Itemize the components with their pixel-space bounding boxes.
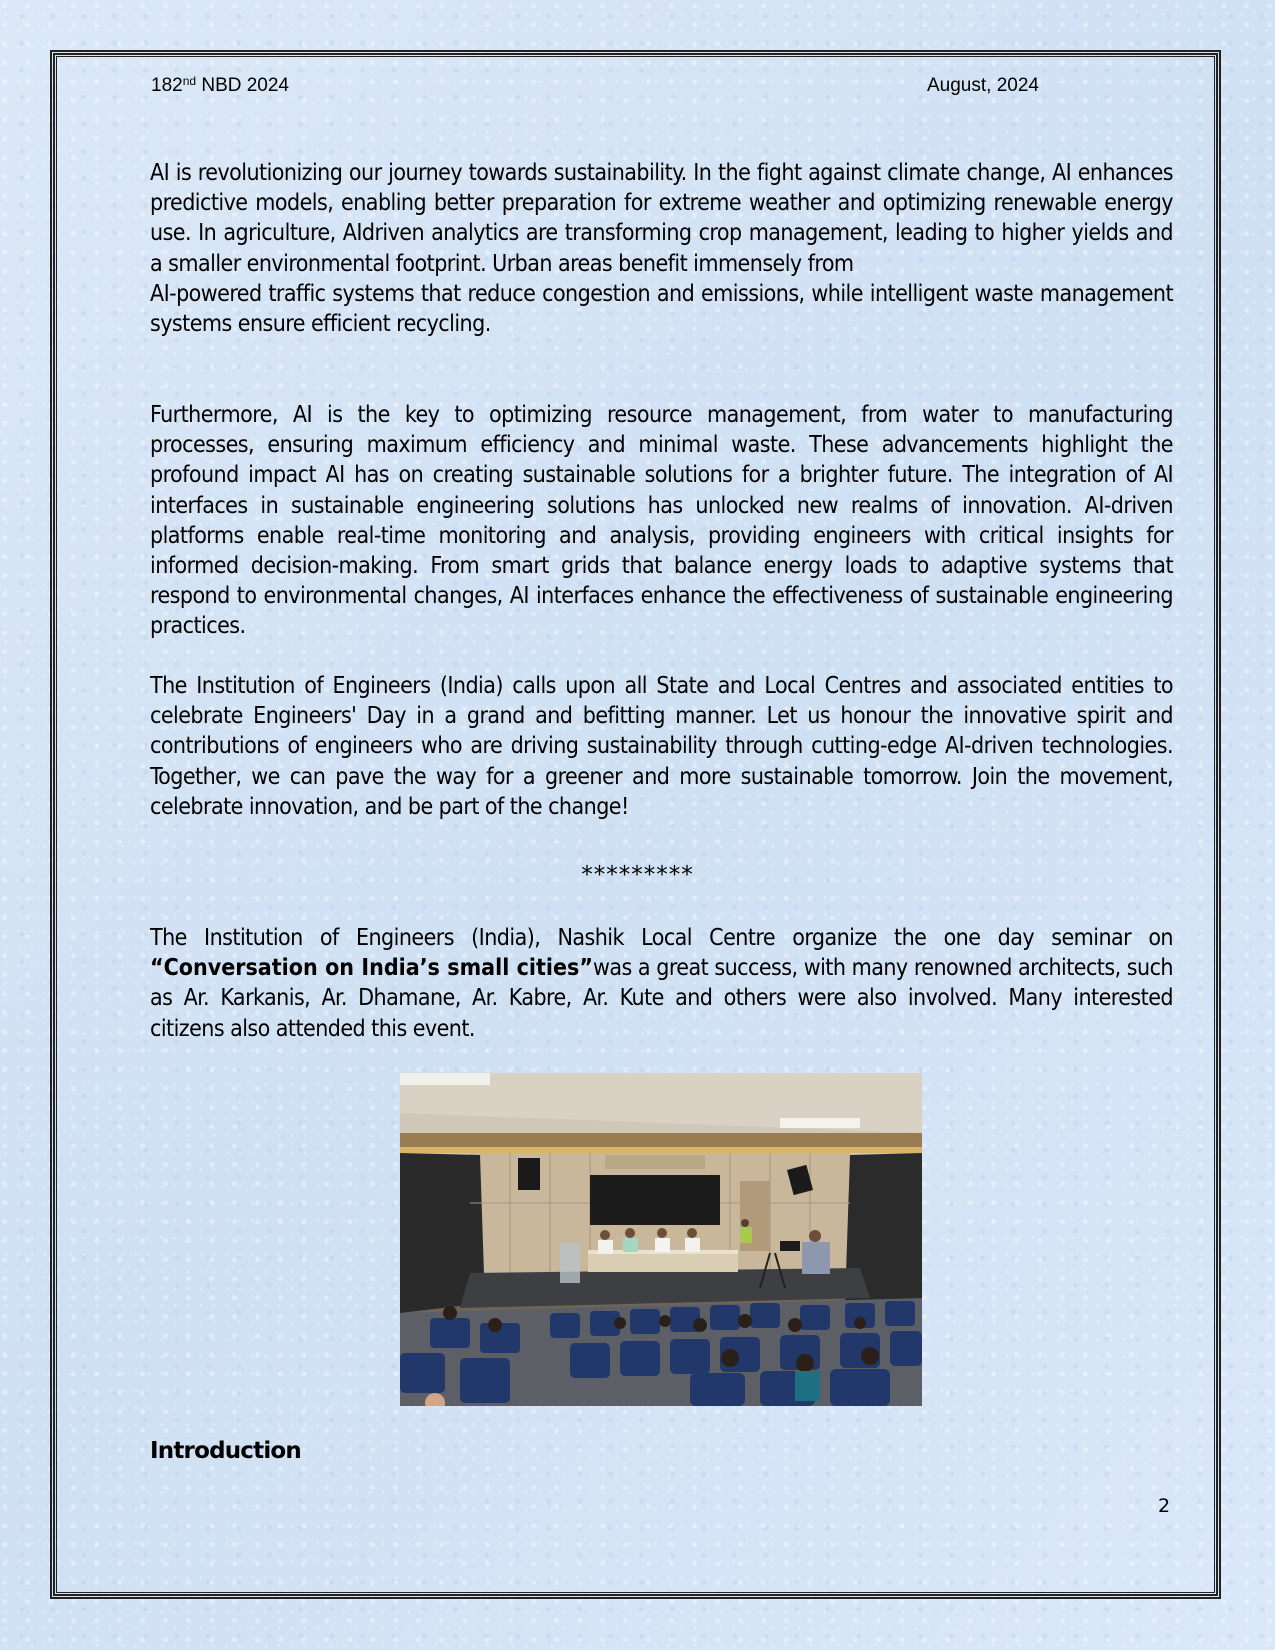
seminar-photo (400, 1073, 922, 1406)
issue-label (151, 74, 289, 98)
issue-name: NBD 2024 (196, 75, 290, 96)
paragraph-sustainability (150, 158, 1173, 339)
section-heading-introduction: Introduction (150, 1438, 301, 1464)
section-separator: ********* (581, 862, 694, 888)
paragraph-resource-management: Furthermore, AI is the key to optimizing resource management, from water to manufacturing processes, ensuring maximum efficiency and minimal waste. These advancements highlight the profound impact AI has on creating sustainable solutions for a brighter future. The integration of AI interfaces in sustainable engineering solutions has unlocked new realms of innovation. AI-driven platforms enable real-time monitoring and analysis, providing engineers with critical insights for informed decision-making. From smart grids that balance energy loads to adaptive systems that respond to environmental changes, AI interfaces enhance the effectiveness of sustainable engineering practices. (150, 402, 1173, 640)
seminar-title: “Conversation on India’s small cities” (150, 955, 593, 982)
issue-suffix: nd (182, 74, 197, 88)
paragraph-seminar (150, 923, 1173, 1044)
paragraph-sustainability-part2: AI-powered traffic systems that reduce congestion and emissions, while intelligent waste management systems ensure efficient recycling. (150, 280, 1173, 338)
paragraph-engineers-day: The Institution of Engineers (India) calls upon all State and Local Centres and associated entities to celebrate Engineers' Day in a grand and befitting manner. Let us honour the innovative spirit and contributions of engineers who are driving sustainability through cutting-edge AI-driven technologies. Together, we can pave the way for a greener and more sustainable tomorrow. Join the movement, celebrate innovation, and be part of the change! (150, 673, 1173, 820)
seminar-details: was a great success, with many renowned architects, such as Ar. Karkanis, Ar. Dhamane, Ar. Kabre, Ar. Kute and others were also involved. Many interested citizens also attended this event. (150, 955, 1173, 1042)
page-number: 2 (1158, 1495, 1171, 1517)
issue-number: 182 (151, 75, 183, 96)
issue-date: August, 2024 (927, 75, 1039, 96)
seminar-lead: The Institution of Engineers (India), Nashik Local Centre organize the one day seminar on (150, 925, 1173, 951)
paragraph-sustainability-part1: AI is revolutionizing our journey towards sustainability. In the fight against climate change, AI enhances predictive models, enabling better preparation for extreme weather and optimizing renewable energy use. In agriculture, AIdriven analytics are transforming crop management, leading to higher yields and a smaller environmental footprint. Urban areas benefit immensely from (150, 160, 1173, 277)
